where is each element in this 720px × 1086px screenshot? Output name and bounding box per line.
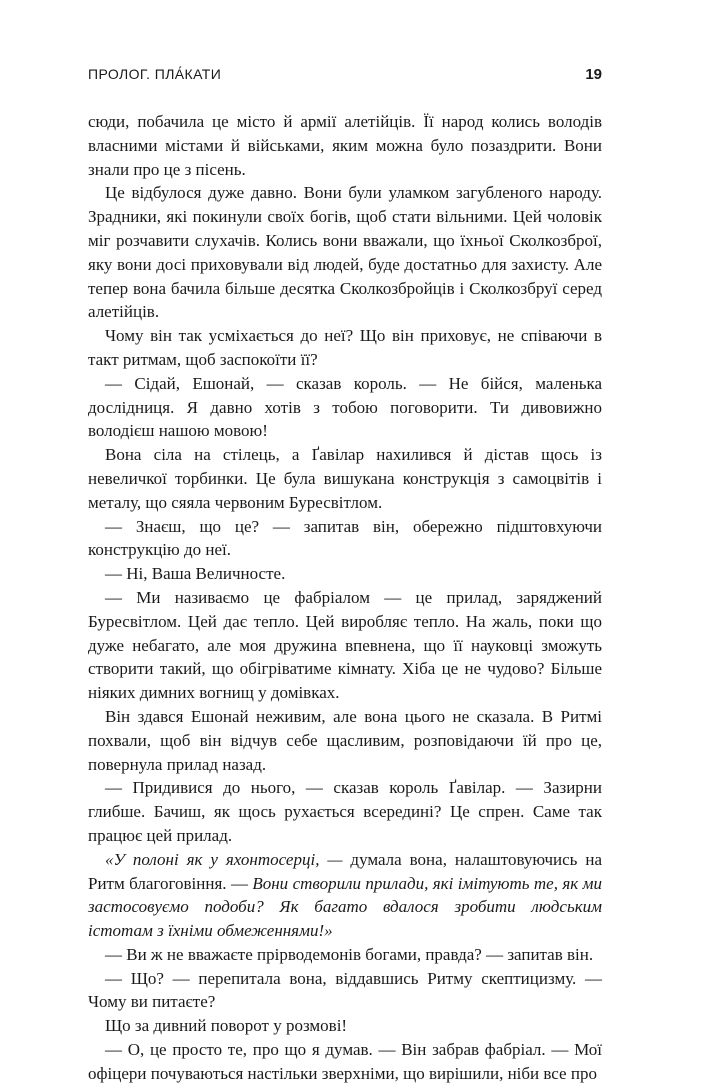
paragraph: Чому він так усміхається до неї? Що він приховує, не співаючи в такт ритмам, щоб заспокоїти її? <box>88 326 602 369</box>
paragraph: — Придивися до нього, — сказав король Ґавілар. — Зазирни глибше. Бачиш, як щось рухається всередині? Це спрен. Саме так працює цей прилад. <box>88 778 602 845</box>
paragraph: — Ні, Ваша Величносте. <box>105 564 286 584</box>
paragraph: — Ви ж не вважаєте прірводемонів богами, правда? — запитав він. <box>105 944 594 964</box>
quote-narration: думала вона, налаштовуючись на Ритм благоговіння. — <box>88 849 602 893</box>
italic-quote-paragraph <box>88 848 602 943</box>
paragraph: Що за дивний поворот у розмові! <box>105 1016 348 1036</box>
quote-italic-start: «У полоні як у яхонтосерці, — <box>105 849 343 869</box>
paragraph: Це відбулося дуже давно. Вони були уламком загубленого народу. Зрадники, які покинули своїх богів, щоб стати вільними. Цей чоловік міг розчавити слухачів. Колись вони вважали, що їхньої Сколкозброї, яку вони досі приховували від людей, буде достатньо для захисту. Але тепер вона бачила більше десятка Сколкозбройців і Сколкозбруї серед алетійців. <box>88 183 602 322</box>
paragraph: — Знаєш, що це? — запитав він, обережно підштовхуючи конструкцію до неї. <box>88 516 602 560</box>
paragraph: — О, це просто те, про що я думав. — Він забрав фабріал. — Мої офіцери почуваються настільки зверхніми, що вирішили, ніби все про <box>88 1040 602 1083</box>
paragraph: — Що? — перепитала вона, віддавшись Ритму скептицизму. — Чому ви питаєте? <box>88 968 602 1012</box>
paragraph: Вона сіла на стілець, а Ґавілар нахилився й дістав щось із невеличкої торбинки. Це була вишукана конструкція з самоцвітів і металу, що сяяла червоним Буресвітлом. <box>88 445 602 512</box>
paragraph: сюди, побачила це місто й армії алетійців. Її народ колись володів власними містами й військами, яким можна було позаздрити. Вони знали про це з пісень. <box>88 112 602 179</box>
paragraph: Він здався Ешонай неживим, але вона цього не сказала. В Ритмі похвали, щоб він відчув себе щасливим, розповідаючи їй про це, повернула прилад назад. <box>88 706 602 774</box>
paragraph: — Ми називаємо це фабріалом — це прилад, заряджений Буресвітлом. Цей дає тепло. Цей виробляє тепло. На жаль, поки що дуже небагато, але моя дружина впевнена, що її науковці зможуть створити такий, що обігріватиме кімнату. Хіба це не чудово? Більше ніяких димних вогнищ у домівках. <box>88 587 602 703</box>
chapter-title: ПРОЛОГ. ПЛА́КАТИ <box>88 66 222 82</box>
page-body <box>88 110 602 1086</box>
page-number: 19 <box>585 66 602 83</box>
paragraph: — Сідай, Ешонай, — сказав король. — Не бійся, маленька дослідниця. Я давно хотів з тобою поговорити. Ти дивовижно володієш нашою мовою! <box>88 373 602 441</box>
quote-italic-end: Вони створили прилади, які імітують те, як ми застосовуємо подоби? Як багато вдалося зробити людським істотам з їхніми обмеженнями!» <box>88 873 602 941</box>
